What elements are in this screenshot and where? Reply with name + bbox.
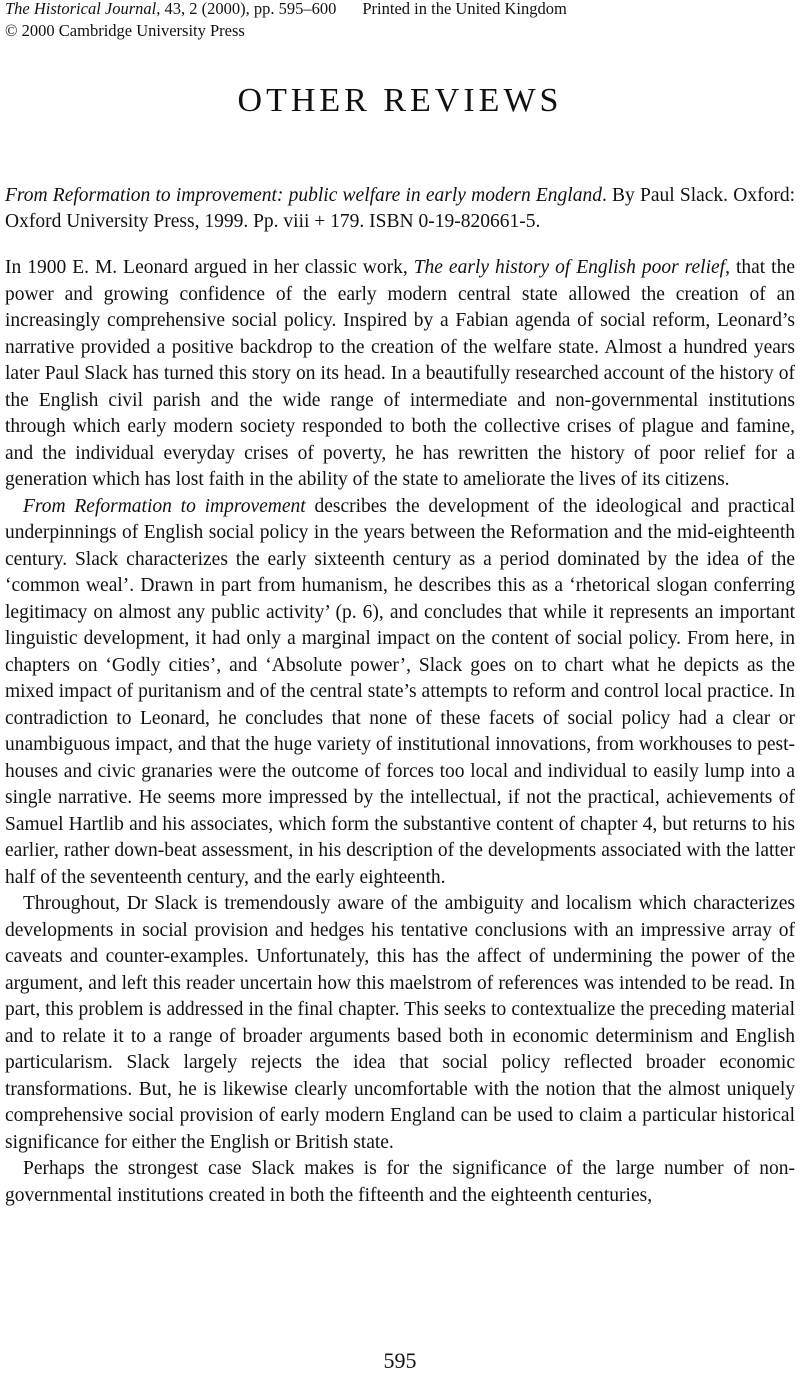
paragraph-1 [5,255,795,494]
paragraph-1-start: In 1900 E. M. Leonard argued in her classic work, [5,257,414,278]
citation-details: . By Paul Slack. Oxford: Oxford University Press, 1999. Pp. viii + 179. ISBN 0-19-820661-5. [5,185,795,232]
reviewed-book-title: From Reformation to improvement [23,495,306,517]
paragraph-3: Throughout, Dr Slack is tremendously aware of the ambiguity and localism which characterizes developments in social provision and hedges his tentative conclusions with an impressive array of caveats and counter-examples. Unfortunately, this has the affect of undermining the power of the argument, and left this reader uncertain how this maelstrom of references was intended to be read. In part, this problem is addressed in the final chapter. This seeks to contextualize the preceding material and to relate it to a range of broader arguments based both in economic determinism and English particularism. Slack largely rejects the idea that social policy reflected broader economic transformations. But, he is likewise clearly uncomfortable with the notion that the almost uniquely comprehensive social provision of early modern England can be used to claim a particular historical significance for either the English or British state. [5,893,795,1153]
page-number: 595 [383,1348,417,1373]
journal-name: The Historical Journal [5,0,157,18]
printed-note: Printed in the United Kingdom [362,0,567,18]
book-citation [5,183,795,235]
paragraph-4: Perhaps the strongest case Slack makes is for the significance of the large number of non-governmental institutions created in both the fifteenth and the eighteenth centuries, [5,1158,795,1206]
section-title: OTHER REVIEWS [237,82,563,119]
cited-work-title: The early history of English poor relief [413,257,726,278]
paragraph-2-rest: describes the development of the ideological and practical underpinnings of English social policy in the years between the Reformation and the mid-eighteenth century. Slack characterizes the early sixteenth century as a period dominated by the idea of the ‘common weal’. Drawn in part from humanism, he describes this as a ‘rhetorical slogan conferring legitimacy on almost any public activity’ (p. 6), and concludes that while it represents an important linguistic development, it had only a marginal impact on the content of social policy. From here, in chapters on ‘Godly cities’, and ‘Absolute power’, Slack goes on to chart what he depicts as the mixed impact of puritanism and of the central state’s attempts to reform and control local practice. In contradiction to Leonard, he concludes that none of these facets of social policy had a clear or unambiguous impact, and that the huge variety of institutional innovations, from workhouses to pest-houses and civic granaries were the outcome of forces too local and individual to easily lump into a single narrative. He seems more impressed by the intellectual, if not the practical, achievements of Samuel Hartlib and his associates, which form the substantive content of chapter 4, but returns to his earlier, rather down-beat assessment, in his description of the developments associated with the latter half of the seventeenth century, and the early eighteenth. [5,495,795,888]
copyright-line: © 2000 Cambridge University Press [5,21,245,40]
paragraph-2 [5,494,795,892]
journal-details: , 43, 2 (2000), pp. 595–600 [156,0,337,18]
paragraph-1-rest: , that the power and growing confidence of the early modern central state allowed the creation of an increasingly comprehensive social policy. Inspired by a Fabian agenda of social reform, Leonard’s narrative provided a positive backdrop to the creation of the welfare state. Almost a hundred years later Paul Slack has turned this story on its head. In a beautifully researched account of the history of the English civil parish and the wide range of intermediate and non-governmental institutions through which early modern society responded to both the collective crises of plague and famine, and the individual everyday crises of poverty, he has rewritten the history of poor relief for a generation which has lost faith in the ability of the state to ameliorate the lives of its citizens. [5,257,795,490]
review-body [5,255,795,1209]
book-title: From Reformation to improvement: public welfare in early modern England [5,185,602,206]
running-header [5,0,567,20]
